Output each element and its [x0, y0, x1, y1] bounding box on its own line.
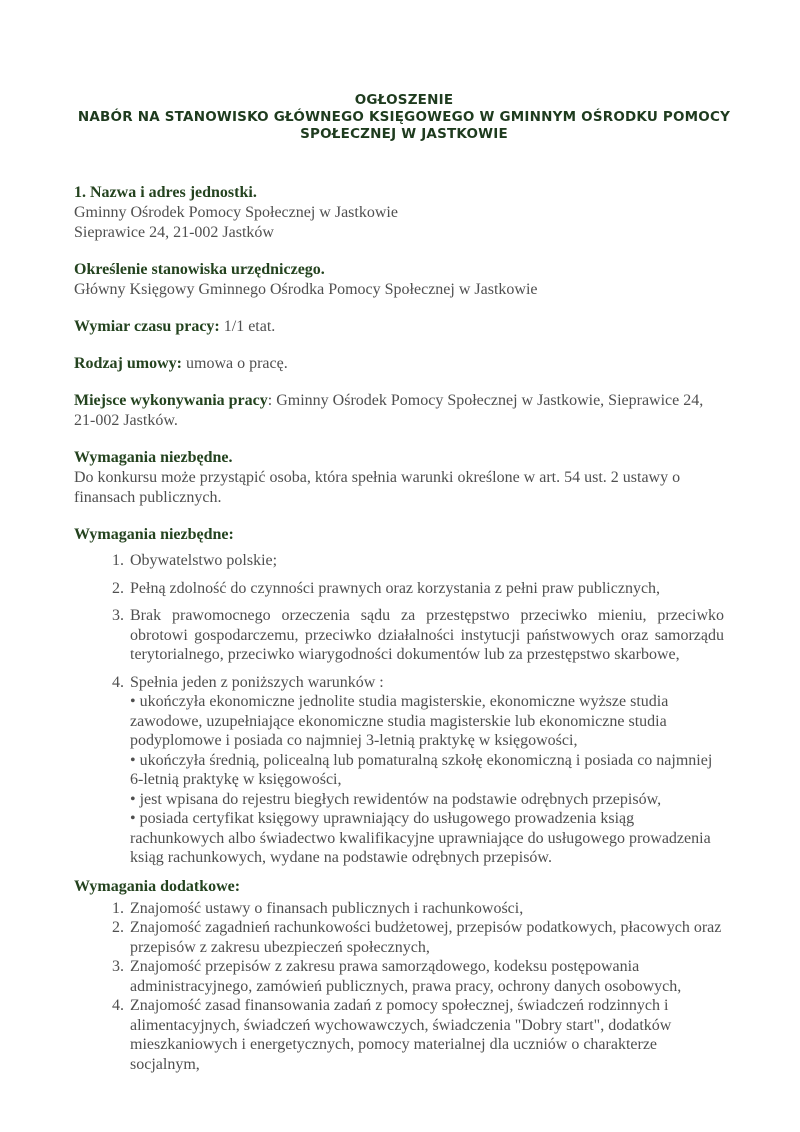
additional-item-4 [128, 996, 724, 1074]
section-heading-requirements-intro: Wymagania niezbędne. [74, 449, 233, 466]
requirement-bullet-education-higher: • ukończyła ekonomiczne jednolite studia magisterskie, ekonomiczne wyższe studia zawodowe, uzupełniające ekonomiczne studia magisterskie lub ekonomiczne studia podyplomowe i posiada co najmniej 3-letnią praktykę w księgowości, [130, 693, 669, 749]
requirements-list [74, 551, 724, 868]
section-heading-requirements: Wymagania niezbędne: [74, 526, 234, 543]
work-time-label: Wymiar czasu pracy: [74, 318, 220, 335]
additional-item-text: Znajomość ustawy o finansach publicznych i rachunkowości, [130, 899, 524, 917]
work-place-label: Miejsce wykonywania pracy [74, 392, 268, 409]
section-requirements [74, 525, 724, 868]
section-contract-type [74, 354, 724, 374]
work-place-paragraph [74, 391, 724, 431]
requirement-item-text: 4. Spełnia jeden z poniższych warunków : [130, 673, 384, 691]
requirement-item-4 [128, 673, 724, 868]
title-line-position: NABÓR NA STANOWISKO GŁÓWNEGO KSIĘGOWEGO W GMINNYM OŚRODKU POMOCY SPOŁECZNEJ W JASTKOWIE [77, 109, 731, 142]
section-work-place [74, 391, 724, 431]
additional-item-text: Znajomość przepisów z zakresu prawa samorządowego, kodeksu postępowania administracyjnego, zamówień publicznych, prawa pracy, ochrony danych osobowych, [130, 958, 682, 995]
requirement-item-3 [128, 606, 724, 665]
requirements-intro-paragraph: Do konkursu może przystąpić osoba, która spełnia warunki określone w art. 54 ust. 2 ustawy o finansach publicznych. [74, 469, 681, 506]
requirement-item-text: Obywatelstwo polskie; [130, 552, 278, 569]
contract-value: umowa o pracę. [182, 355, 288, 372]
unit-address-line: Sieprawice 24, 21-002 Jastków [74, 224, 274, 241]
section-additional-requirements [74, 877, 724, 1075]
position-line: Główny Księgowy Gminnego Ośrodka Pomocy Społecznej w Jastkowie [74, 281, 538, 298]
section-unit-name [74, 183, 724, 243]
additional-item-3 [128, 957, 724, 996]
contract-label: Rodzaj umowy: [74, 355, 182, 372]
requirement-bullet-auditor-register: • jest wpisana do rejestru biegłych rewidentów na podstawie odrębnych przepisów, [130, 790, 662, 808]
unit-name-line: Gminny Ośrodek Pomocy Społecznej w Jastkowie [74, 204, 398, 221]
section-heading-position: Określenie stanowiska urzędniczego. [74, 261, 325, 278]
additional-item-text: Znajomość zasad finansowania zadań z pomocy społecznej, świadczeń rodzinnych i alimentacyjnych, świadczeń wychowawczych, świadczenia "Dobry start", dodatków mieszkaniowych i energetycznych, pomocy materialnej dla uczniów o charakterze socjalnym, [130, 997, 672, 1073]
work-time-value: 1/1 etat. [219, 318, 276, 335]
section-requirements-intro [74, 448, 724, 508]
section-heading-additional: Wymagania dodatkowe: [74, 877, 241, 895]
requirement-item-1 [128, 551, 724, 571]
section-work-time [74, 317, 724, 337]
requirement-item-2 [128, 579, 724, 599]
work-time-paragraph [74, 317, 724, 337]
document-title [74, 92, 734, 143]
requirement-bullet-education-secondary: • ukończyła średnią, policealną lub pomaturalną szkołę ekonomiczną i posiada co najmniej 6-letnią praktykę w księgowości, [130, 751, 713, 788]
additional-item-2 [128, 918, 724, 957]
additional-item-text: Znajomość zagadnień rachunkowości budżetowej, przepisów podatkowych, płacowych oraz przepisów z zakresu ubezpieczeń społecznych, [130, 919, 722, 956]
contract-paragraph [74, 354, 724, 374]
section-position [74, 260, 724, 300]
requirement-item-text: Pełną zdolność do czynności prawnych oraz korzystania z pełni praw publicznych, [130, 579, 661, 597]
requirement-bullet-accounting-certificate: • posiada certyfikat księgowy uprawniający do usługowego prowadzenia ksiąg rachunkowych albo świadectwo kwalifikacyjne uprawniające do usługowego prowadzenia ksiąg rachunkowych, wydane na podstawie odrębnych przepisów. [130, 810, 711, 866]
requirement-item-text: Brak prawomocnego orzeczenia sądu za przestępstwo przeciwko mieniu, przeciwko obrotowi gospodarczemu, przeciwko działalności instytucji państwowych oraz samorządu terytorialnego, przeciwko wiarygodności dokumentów lub za przestępstwo skarbowe, [130, 607, 724, 663]
additional-requirements-list [74, 899, 724, 1075]
section-heading-unit: 1. Nazwa i adres jednostki. [74, 184, 257, 201]
additional-item-1 [128, 899, 724, 919]
work-place-value: : Gminny Ośrodek Pomocy Społecznej w Jastkowie, Sieprawice 24, 21-002 Jastków. [74, 392, 704, 429]
title-line-announcement: OGŁOSZENIE [354, 92, 454, 108]
